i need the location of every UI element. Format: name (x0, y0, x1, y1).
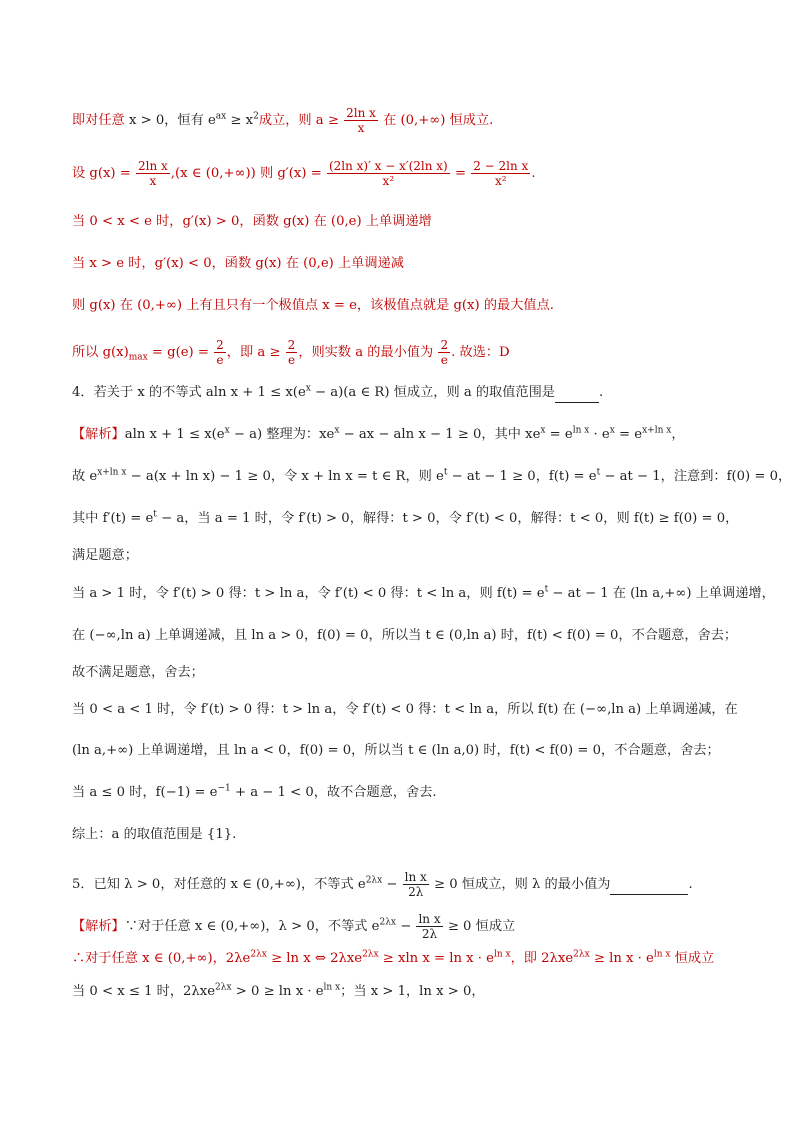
fraction: $\frac{\text{2ln x}}{x}$ (346, 106, 376, 135)
solution-4-line-7: 故不满足题意，舍去； (72, 665, 204, 680)
fraction: $\frac{\text{2 − 2ln x}}{\text{x²}}$ (473, 159, 529, 188)
question-5: 5．已知 λ > 0，对任意的 x ∈ (0,+∞)，不等式 $e^{2\lambda x}$ − $\frac{\text{ln x}}{2\lambda}$ ≥ 0 恒成立，则 λ 的最小值为 . (72, 870, 693, 899)
text-line-2: 设 g(x) = $\frac{\text{2ln x}}{x}$ ,(x ∈ (0,+∞)) 则 g′(x) = $\frac{\text{(2ln x)′ x − x′(2ln x)}}{\text{x²}}$ = $\frac{\text{2 − 2ln x}}{\text{x²}}$ . (72, 159, 536, 188)
fraction: $\frac{\text{ln x}}{2\lambda}$ (404, 870, 427, 899)
text-line-4: 当 x > e 时，g′(x) < 0，函数 g(x) 在 (0,e) 上单调递减 (72, 256, 404, 271)
fraction: $\frac{\text{ln x}}{2\lambda}$ (418, 912, 441, 941)
fraction: $\frac{2}{e}$ (440, 338, 449, 367)
solution-4-summary: 综上：a 的取值范围是 {1}. (72, 827, 237, 842)
fraction: $\frac{2}{e}$ (216, 338, 224, 367)
solution-4-line-9: (ln a,+∞) 上单调递增，且 ln a < 0，f(0) = 0，所以当 t ∈ (ln a,0) 时，f(t) < f(0) = 0，不合题意，舍去； (72, 743, 720, 758)
solution-4-line-10: 当 a ≤ 0 时，$f(-1) = e^{-1} + a - 1 < 0$，故不合题意，舍去. (72, 783, 437, 800)
solution-5-line-3: 当 0 < x ≤ 1 时，$2\lambda xe^{2\lambda x} > 0 \ge \ln x \cdot e^{ln x}$；当 x > 1，ln x > 0， (72, 982, 485, 999)
solution-4-line-3: 其中 $f'(t) = e^t - a$，当 a = 1 时，令 f′(t) > 0，解得：t > 0，令 f′(t) < 0，解得：t < 0，则 f(t) ≥ f(0) = 0， (72, 509, 739, 526)
solution-4-line-1: 【解析】aln $x + 1 \le x(e^x - a)$ 整理为：$xe^x$ − ax − aln x − 1 ≥ 0，其中 $xe^x = e^{ln x} \cdot e^x = e^{x+ln x}$， (72, 425, 685, 442)
text-line-3: 当 0 < x < e 时，g′(x) > 0，函数 g(x) 在 (0,e) 上单调递增 (72, 214, 432, 229)
question-4: 4．若关于 x 的不等式 aln $x + 1 \le x(e^x - a)(a$ ∈ R) 恒成立，则 a 的取值范围是 . (72, 384, 732, 403)
solution-4-line-4: 满足题意； (72, 548, 138, 563)
text-line-1: 即对任意 x > 0，恒有 $e^{ax} \ge x^2$成立，则 a ≥ $\frac{\text{2ln x}}{x}$ 在 (0,+∞) 恒成立. (72, 106, 494, 135)
solution-5-line-2: ∴对于任意 x ∈ (0,+∞)，$2\lambda e^{2\lambda x} \ge \ln x$ ⇔ 2λxe$^{2\lambda x}$ ≥ xln $x = \ln x \cdot e^{ln x}$，即 $2\lambda xe^{2\lambda x} \ge \ln x \cdot e^{ln x}$ 恒成立 (72, 949, 715, 966)
solution-5-line-1: 【解析】∵对于任意 x ∈ (0,+∞)，λ > 0，不等式 $e^{2\lambda x}$ − $\frac{\text{ln x}}{2\lambda}$ ≥ 0 恒成立 (72, 912, 516, 941)
fraction: $\frac{\text{2ln x}}{x}$ (138, 159, 168, 188)
text-line-5: 则 g(x) 在 (0,+∞) 上有且只有一个极值点 x = e，该极值点就是 g(x) 的最大值点. (72, 298, 554, 313)
fraction: $\frac{\text{(2ln x)′ x − x′(2ln x)}}{\text{x²}}$ (328, 159, 448, 188)
solution-4-line-2: 故 $e^{x+ln x} - a(x + \ln x) - 1 \ge 0$，令 x + ln x = t ∈ R，则 $e^t$ − at − 1 ≥ 0，$f(t) = e^t$ − at − 1，注意到：f(0) = 0， (72, 467, 792, 484)
solution-4-line-6: 在 (−∞,ln a) 上单调递减，且 ln a > 0，f(0) = 0，所以当 t ∈ (0,ln a) 时，f(t) < f(0) = 0，不合题意，舍去； (72, 628, 738, 643)
answer-blank (610, 876, 688, 895)
solution-4-line-8: 当 0 < a < 1 时，令 f′(t) > 0 得：t > ln a，令 f′(t) < 0 得：t < ln a，所以 f(t) 在 (−∞,ln a) 上单调递减，在 (72, 702, 738, 717)
text-line-6: 所以 $g(x)_{max} = g(e)$ = $\frac{2}{e}$ ，即 a ≥ $\frac{2}{e}$ ，则实数 a 的最小值为 $\frac{2}{e}$ . 故选：D (72, 338, 510, 367)
fraction: $\frac{2}{e}$ (287, 338, 296, 367)
solution-4-line-5: 当 a > 1 时，令 f′(t) > 0 得：t > ln a，令 f′(t) < 0 得：t < ln a，则 $f(t) = e^t$ − at − 1 在 (ln a,+∞) 上单调递增， (72, 584, 775, 601)
answer-blank (555, 384, 599, 403)
